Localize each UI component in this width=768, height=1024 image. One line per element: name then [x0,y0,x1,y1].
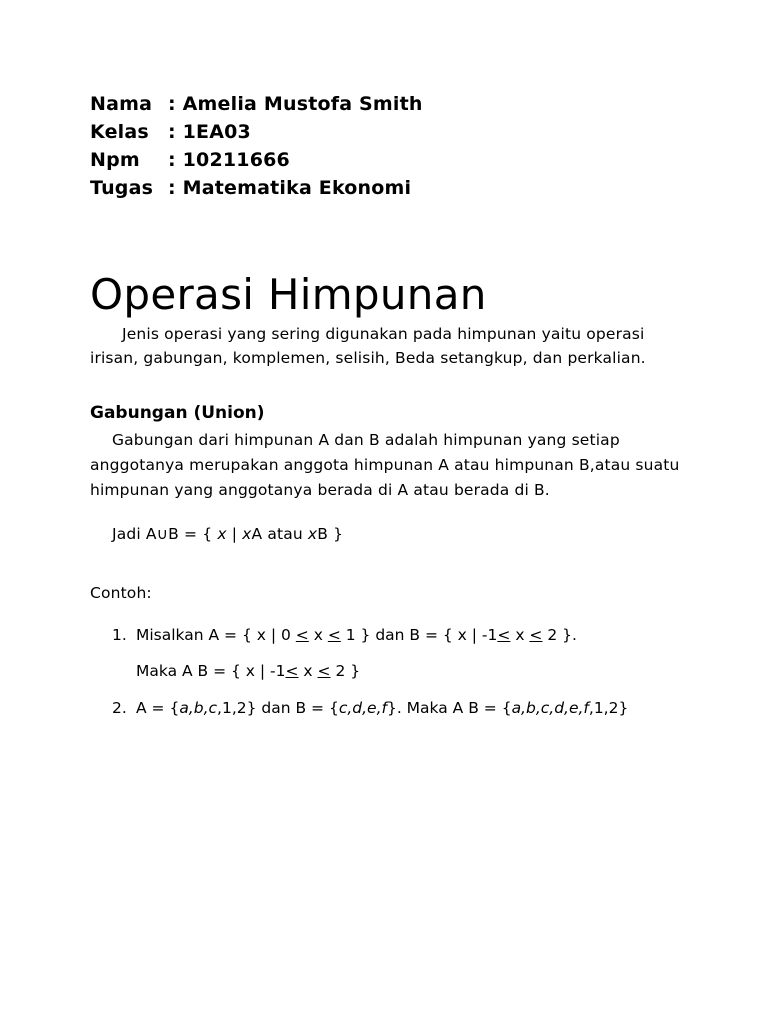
example-symbol: < [327,626,341,644]
tugas-value: : Matematika Ekonomi [168,177,412,199]
npm-label: Npm [90,149,140,171]
list-number: 2. [112,699,127,717]
formula-var: x [242,525,252,543]
example-symbol: < [497,626,511,644]
example-text: 2 } [330,662,361,680]
example-var: c,d,e,f [338,699,387,717]
examples-label: Contoh: [90,584,152,602]
formula-part: B } [317,525,344,543]
info-nama [90,93,423,115]
example-item-1 [112,626,577,644]
intro-line-1: Jenis operasi yang sering digunakan pada himpunan yaitu operasi [122,325,645,343]
formula-var: x [307,525,318,543]
example-text: x [510,626,530,644]
example-text: ,1,2} [588,699,629,717]
example-var: a,b,c [179,699,218,717]
list-number: 1. [112,626,127,644]
example-text: A = { [136,699,180,717]
nama-label: Nama [90,93,153,115]
info-npm [90,149,290,171]
example-text: 2 }. [542,626,577,644]
intro-line-2: irisan, gabungan, komplemen, selisih, Beda setangkup, dan perkalian. [90,349,646,367]
formula-part: A atau [251,525,308,543]
kelas-label: Kelas [90,121,149,143]
formula-part: | [226,525,243,543]
example-text: }. Maka A B = { [386,699,512,717]
nama-value: : Amelia Mustofa Smith [168,93,423,115]
example-text: 1 } dan B = { x | -1 [340,626,498,644]
formula-part: Jadi A∪B = { [112,525,218,543]
npm-value: : 10211666 [168,149,290,171]
example-symbol: < [295,626,309,644]
example-text: Maka A B = { x | -1 [136,662,286,680]
example-text: x [308,626,328,644]
tugas-label: Tugas [90,177,154,199]
example-symbol: < [317,662,331,680]
union-line-2: anggotanya merupakan anggota himpunan A atau himpunan B,atau suatu [90,456,680,474]
union-line-1: Gabungan dari himpunan A dan B adalah himpunan yang setiap [112,431,620,449]
example-symbol: < [285,662,299,680]
example-item-2 [112,699,628,717]
example-text: ,1,2} dan B = { [217,699,339,717]
kelas-value: : 1EA03 [168,121,251,143]
formula-var: x [217,525,227,543]
example-text: x [298,662,318,680]
union-formula [112,525,343,543]
example-text: Misalkan A = { x | 0 [136,626,296,644]
example-item-1-result [136,662,360,680]
example-var: a,b,c,d,e,f [511,699,589,717]
union-line-3: himpunan yang anggotanya berada di A atau berada di B. [90,481,550,499]
union-heading: Gabungan (Union) [90,403,265,423]
example-symbol: < [529,626,543,644]
info-tugas [90,177,411,199]
page-title: Operasi Himpunan [90,270,487,319]
info-kelas [90,121,251,143]
